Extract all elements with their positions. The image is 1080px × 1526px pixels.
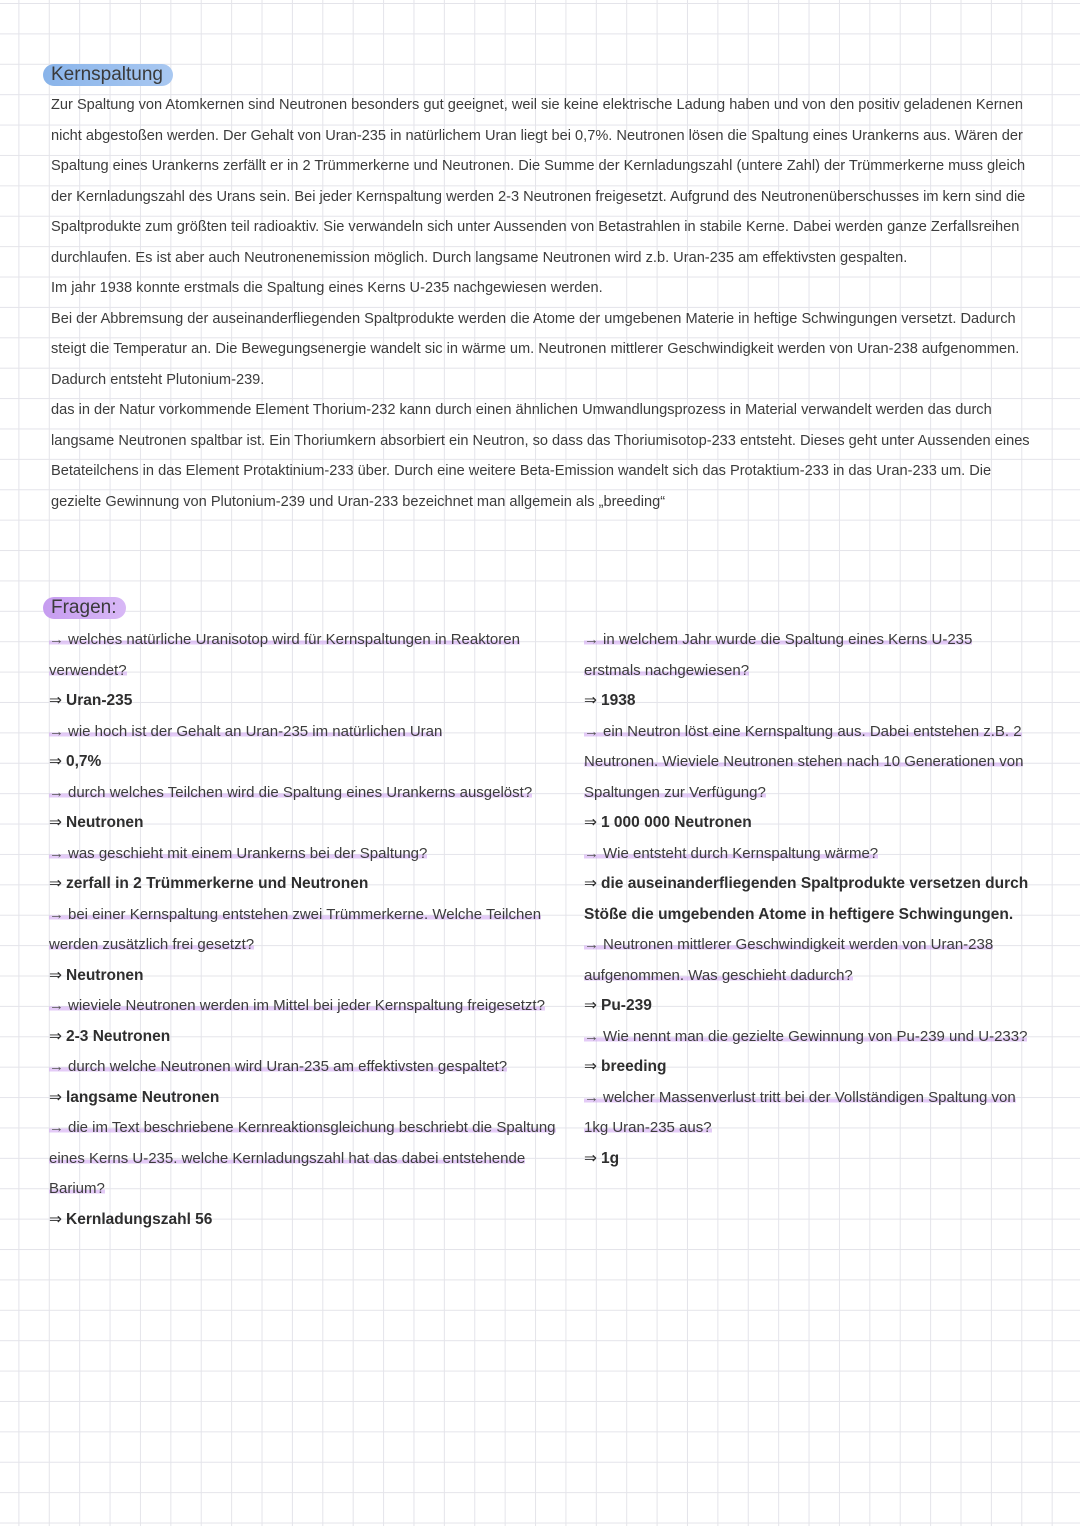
answer-text: Uran-235 (66, 692, 133, 709)
double-arrow-icon: ⇒ (49, 692, 62, 709)
answer-text: zerfall in 2 Trümmerkerne und Neutronen (66, 875, 369, 892)
qa-item (49, 991, 571, 1052)
double-arrow-icon: ⇒ (584, 997, 597, 1014)
qa-item (49, 1113, 571, 1235)
question-text: wie hoch ist der Gehalt an Uran-235 im natürlichen Uran (68, 722, 443, 740)
answer-text: 0,7% (66, 753, 102, 770)
question-text: durch welches Teilchen wird die Spaltung eines Urankerns ausgelöst? (68, 783, 533, 801)
qa-item (49, 778, 571, 839)
double-arrow-icon: ⇒ (584, 1058, 597, 1075)
question-text: Wie nennt man die gezielte Gewinnung von Pu-239 und U-233? (603, 1027, 1028, 1045)
arrow-right-icon: → (584, 722, 599, 740)
double-arrow-icon: ⇒ (49, 966, 62, 984)
arrow-right-icon: → (49, 1058, 64, 1075)
double-arrow-icon: ⇒ (49, 753, 62, 770)
arrow-right-icon: → (49, 905, 64, 923)
arrow-right-icon: → (49, 997, 64, 1014)
double-arrow-icon: ⇒ (584, 875, 597, 892)
paragraph: Bei der Abbremsung der auseinanderfliegenden Spaltprodukte werden die Atome der umgebenen Materie in heftige Schwingungen versetzt. Dadurch steigt die Temperatur an. Die Bewegungsenergie wandelt sic in wärme um. Neutronen mittlerer Geschwindigkeit werden von Uran-238 aufgenommen. Dadurch entsteht Plutonium-239. (51, 310, 1020, 388)
question-text: bei einer Kernspaltung entstehen zwei Trümmerkerne. Welche Teilchen werden zusätzlich frei gesetzt? (49, 905, 542, 953)
qa-item (584, 930, 1029, 1022)
qa-item (584, 717, 1029, 839)
question-text: ein Neutron löst eine Kernspaltung aus. Dabei entstehen z.B. 2 Neutronen. Wieviele Neutronen stehen nach 10 Generationen von Spaltungen zur Verfügung? (584, 722, 1024, 801)
arrow-right-icon: → (49, 844, 64, 862)
questions-column-left (49, 625, 571, 1235)
section-heading-fragen: Fragen: (43, 597, 126, 619)
double-arrow-icon: ⇒ (49, 1088, 62, 1106)
double-arrow-icon: ⇒ (584, 692, 597, 709)
answer-text: 1938 (601, 692, 636, 709)
question-text: was geschieht mit einem Urankerns bei der Spaltung? (68, 844, 428, 862)
arrow-right-icon: → (584, 844, 599, 862)
qa-item (584, 839, 1029, 931)
double-arrow-icon: ⇒ (49, 1210, 62, 1228)
question-text: wieviele Neutronen werden im Mittel bei jeder Kernspaltung freigesetzt? (68, 997, 545, 1014)
question-text: die im Text beschriebene Kernreaktionsgleichung beschriebt die Spaltung eines Kerns U-235. welche Kernladungszahl hat das dabei entstehende Barium? (49, 1119, 556, 1197)
answer-text: 2-3 Neutronen (66, 1027, 171, 1045)
answer-text: die auseinanderfliegenden Spaltprodukte versetzen durch Stöße die umgebenden Atome in heftigere Schwingungen. (584, 875, 1029, 923)
paragraph: das in der Natur vorkommende Element Thorium-232 kann durch einen ähnlichen Umwandlungsprozess in Material verwandelt werden das durch langsame Neutronen spaltbar ist. Ein Thoriumkern absorbiert ein Neutron, so dass das Thoriumisotop-233 entsteht. Dieses geht unter Aussenden eines Betateilchens in das Element Protaktinium-233 über. Durch eine weitere Beta-Emission wandelt sich das Protaktium-233 in das Uran-233 um. Die gezielte Gewinnung von Plutonium-239 und Uran-233 bezeichnet man allgemein als „breeding“ (51, 402, 1030, 510)
questions-column-right (584, 625, 1029, 1174)
double-arrow-icon: ⇒ (584, 1149, 597, 1167)
answer-text: langsame Neutronen (66, 1088, 220, 1106)
arrow-right-icon: → (49, 783, 64, 801)
question-text: welcher Massenverlust tritt bei der Vollständigen Spaltung von 1kg Uran-235 aus? (584, 1088, 1016, 1136)
arrow-right-icon: → (584, 1027, 599, 1045)
answer-text: 1 000 000 Neutronen (601, 814, 752, 831)
answer-text: Kernladungszahl 56 (66, 1210, 213, 1228)
qa-item (49, 717, 571, 778)
qa-item (584, 625, 1029, 717)
arrow-right-icon: → (49, 722, 64, 740)
arrow-right-icon: → (584, 631, 599, 648)
qa-item (584, 1022, 1029, 1083)
question-text: Wie entsteht durch Kernspaltung wärme? (603, 844, 879, 862)
paragraph: Im jahr 1938 konnte erstmals die Spaltung eines Kerns U-235 nachgewiesen werden. (51, 280, 603, 296)
answer-text: 1g (601, 1149, 620, 1167)
double-arrow-icon: ⇒ (584, 814, 597, 831)
answer-text: Neutronen (66, 814, 144, 831)
qa-item (49, 1052, 571, 1113)
arrow-right-icon: → (584, 1088, 599, 1106)
answer-text: breeding (601, 1058, 667, 1075)
section-heading-kernspaltung: Kernspaltung (43, 64, 173, 86)
answer-text: Pu-239 (601, 997, 652, 1014)
arrow-right-icon: → (49, 1119, 64, 1136)
paragraph: Zur Spaltung von Atomkernen sind Neutronen besonders gut geeignet, weil sie keine elektrische Ladung haben und von den positiv geladenen Kernen nicht abgestoßen werden. Der Gehalt von Uran-235 in natürlichem Uran liegt bei 0,7%. Neutronen lösen die Spaltung eines Urankerns aus. Wären der Spaltung eines Urankerns zerfällt er in 2 Trümmerkerne und Neutronen. Die Summe der Kernladungszahl (untere Zahl) der Trümmerkerne muss gleich der Kernladungszahl des Urans sein. Bei jeder Kernspaltung werden 2-3 Neutronen freigesetzt. Aufgrund des Neutronenüberschusses im kern sind die Spaltprodukte zum größten teil radioaktiv. Sie verwandeln sich unter Aussenden von Betastrahlen in stabile Kerne. Dabei werden ganze Zerfallsreihen durchlaufen. Es ist aber auch Neutronenemission möglich. Durch langsame Neutronen wird z.b. Uran-235 am effektivsten gespalten. (51, 97, 1026, 266)
question-text: Neutronen mittlerer Geschwindigkeit werden von Uran-238 aufgenommen. Was geschieht dadurch? (584, 936, 994, 984)
arrow-right-icon: → (584, 936, 599, 953)
arrow-right-icon: → (49, 631, 64, 648)
question-text: in welchem Jahr wurde die Spaltung eines Kerns U-235 erstmals nachgewiesen? (584, 631, 973, 679)
qa-item (49, 625, 571, 717)
double-arrow-icon: ⇒ (49, 875, 62, 892)
question-text: welches natürliche Uranisotop wird für Kernspaltungen in Reaktoren verwendet? (49, 631, 520, 679)
qa-item (584, 1083, 1029, 1175)
question-text: durch welche Neutronen wird Uran-235 am effektivsten gespaltet? (68, 1058, 508, 1075)
qa-item (49, 839, 571, 900)
qa-item (49, 900, 571, 992)
double-arrow-icon: ⇒ (49, 1027, 62, 1045)
answer-text: Neutronen (66, 966, 144, 984)
explanation-text (51, 90, 1036, 517)
double-arrow-icon: ⇒ (49, 814, 62, 831)
